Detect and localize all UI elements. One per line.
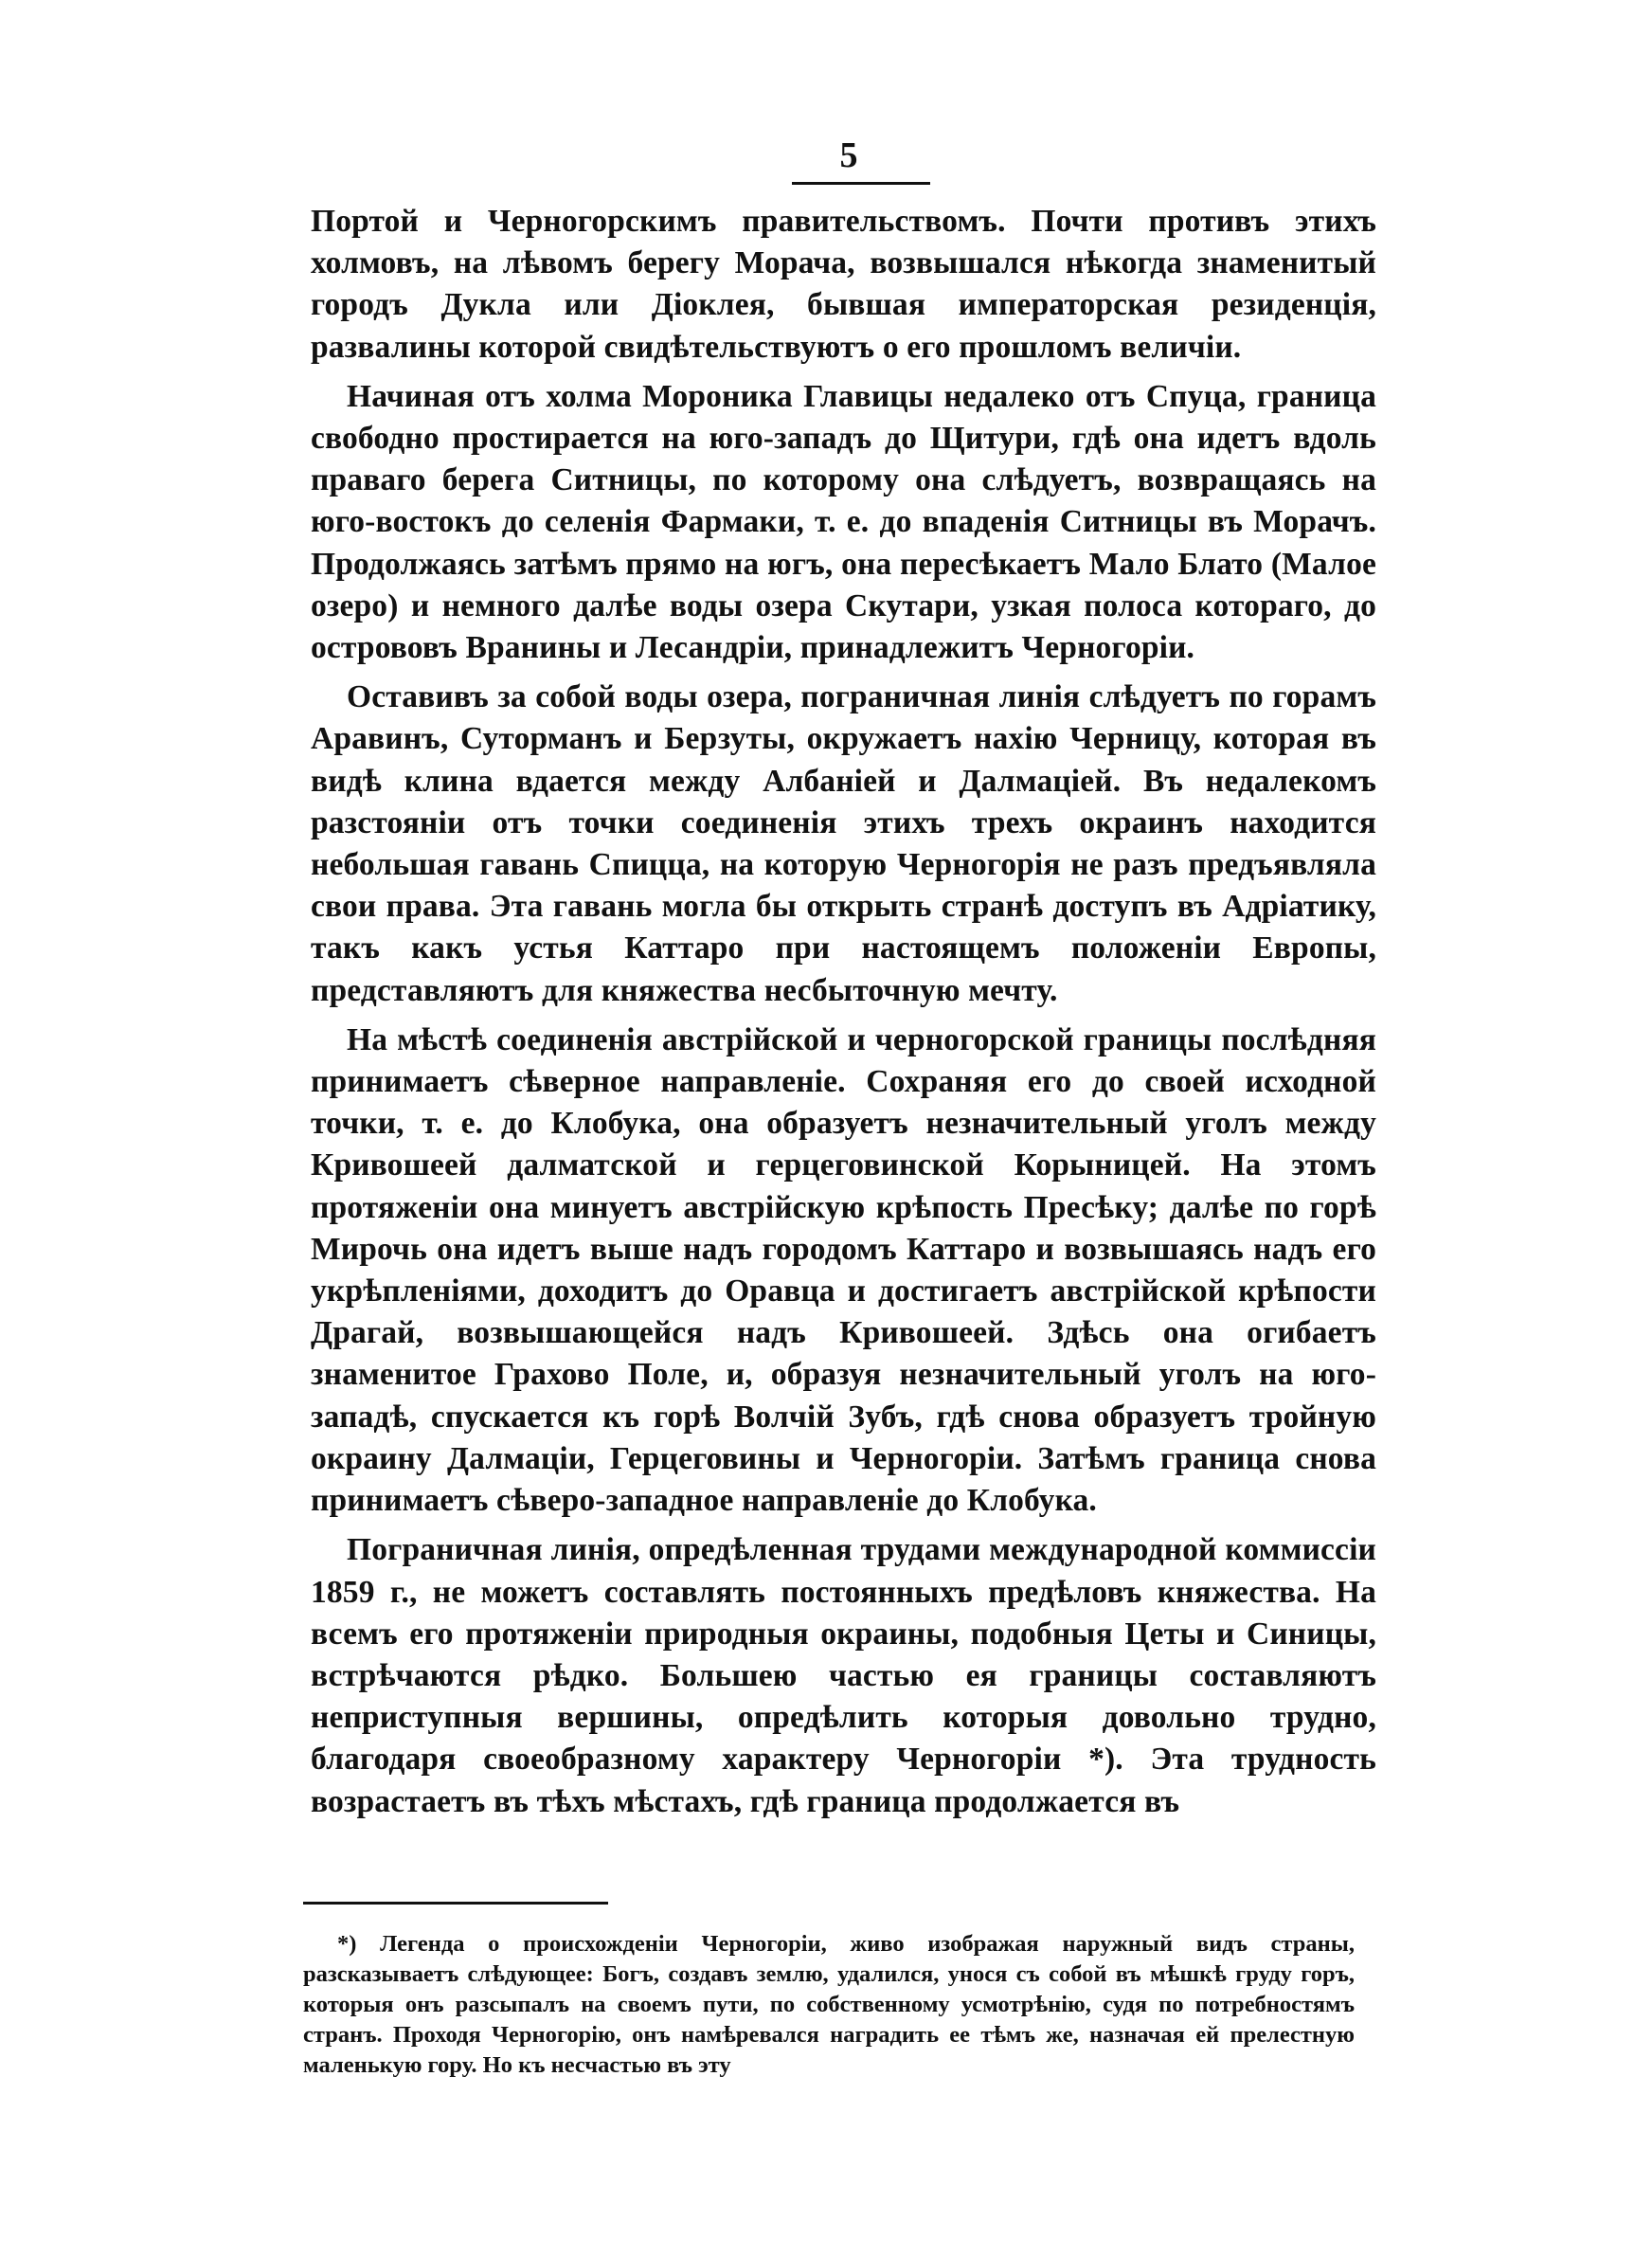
- paragraph: Оставивъ за собой воды озера, пограничная линія слѣдуетъ по горамъ Аравинъ, Суторманъ и Берзуты, окружаетъ нахію Черницу, которая въ видѣ клина вдается между Албаніей и Далмаціей. Въ недалекомъ разстояніи отъ точки соединенія этихъ трехъ окраинъ находится небольшая гавань Спицца, на которую Черногорія не разъ предъявляла свои права. Эта гавань могла бы открыть странѣ доступъ въ Адріатику, такъ какъ устья Каттаро при настоящемъ положеніи Европы, представляютъ для княжества несбыточную мечту.: [311, 679, 1376, 1008]
- paragraph: Начиная отъ холма Мороника Главицы недалеко отъ Спуца, граница свободно простирается на юго-западъ до Щитури, гдѣ она идетъ вдоль праваго берега Ситницы, по которому она слѣдуетъ, возвращаясь на юго-востокъ до селенія Фармаки, т. е. до впаденія Ситницы въ Морачъ. Продолжаясь затѣмъ прямо на югъ, она пересѣкаетъ Мало Блато (Малое озеро) и немного далѣе воды озера Скутари, узкая полоса котораго, до острововъ Вранины и Лесандріи, принадлежитъ Черногоріи.: [311, 378, 1376, 666]
- paragraph: На мѣстѣ соединенія австрійской и черногорской границы послѣдняя принимаетъ сѣверное направленіе. Сохраняя его до своей исходной точки, т. е. до Клобука, она образуетъ незначительный уголъ между Кривошеей далматской и герцеговинской Корыницей. На этомъ протяженіи она минуетъ австрійскую крѣпость Пресѣку; далѣе по горѣ Мирочь она идетъ выше надъ городомъ Каттаро и возвышаясь надъ его укрѣпленіями, доходитъ до Оравца и достигаетъ австрійской крѣпости Драгай, возвышающейся надъ Кривошеей. Здѣсь она огибаетъ знаменитое Грахово Поле, и, образуя незначительный уголъ на юго-западѣ, спускается къ горѣ Волчій Зубъ, гдѣ снова образуетъ тройную окраину Далмаціи, Герцеговины и Черногоріи. Затѣмъ граница снова принимаетъ сѣверо-западное направленіе до Клобука.: [311, 1021, 1376, 1519]
- paragraph: Пограничная линія, опредѣленная трудами международной коммиссіи 1859 г., не можетъ составлять постоянныхъ предѣловъ княжества. На всемъ его протяженіи природныя окраины, подобныя Цеты и Синицы, встрѣчаются рѣдко. Большею частью ея границы составляютъ неприступныя вершины, опредѣлить которыя довольно трудно, благодаря своеобразному характеру Черногоріи *). Эта трудность возрастаетъ въ тѣхъ мѣстахъ, гдѣ граница продолжается въ: [311, 1532, 1376, 1819]
- paragraph: Портой и Черногорскимъ правительствомъ. Почти противъ этихъ холмовъ, на лѣвомъ берегу Морача, возвышался нѣкогда знаменитый городъ Дукла или Діоклея, бывшая императорская резиденція, развалины которой свидѣтельствуютъ о его прошломъ величіи.: [311, 204, 1376, 365]
- footnote: *) Легенда о происхожденіи Черногоріи, живо изображая наружный видъ страны, разсказываетъ слѣдующее: Богъ, создавъ землю, удалился, унося съ собой въ мѣшкѣ груду горъ, которыя онъ разсыпалъ на своемъ пути, по собственному усмотрѣнію, судя по потребностямъ странъ. Проходя Черногорію, онъ намѣревался наградить ее тѣмъ же, назначая ей прелестную маленькую гору. Но къ несчастью въ эту: [303, 1931, 1355, 2078]
- footnote-separator: [303, 1902, 608, 1905]
- page-number-rule: [792, 182, 930, 185]
- main-text: [311, 201, 1376, 1831]
- page-number: 5: [839, 135, 858, 175]
